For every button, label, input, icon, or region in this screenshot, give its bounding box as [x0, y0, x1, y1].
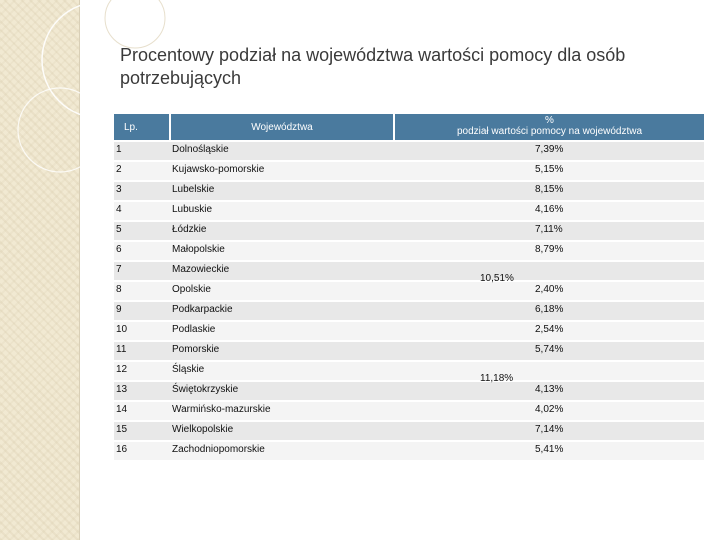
- row-lp: 2: [114, 161, 170, 181]
- row-percent-cell: [394, 381, 704, 401]
- row-percent: 8,79%: [535, 244, 564, 255]
- row-percent: 4,13%: [535, 384, 564, 395]
- voivodeship-table: [114, 114, 704, 462]
- row-percent-cell: [394, 221, 704, 241]
- row-voivodeship: Świętokrzyskie: [170, 381, 394, 401]
- table-row: [114, 141, 704, 161]
- row-percent: 5,41%: [535, 444, 564, 455]
- table-row: [114, 361, 704, 381]
- row-lp: 8: [114, 281, 170, 301]
- row-voivodeship: Łódzkie: [170, 221, 394, 241]
- row-voivodeship: Opolskie: [170, 281, 394, 301]
- row-percent: 8,15%: [535, 184, 564, 195]
- row-percent-cell: [394, 301, 704, 321]
- table-row: [114, 201, 704, 221]
- row-voivodeship: Lubuskie: [170, 201, 394, 221]
- row-voivodeship: Śląskie: [170, 361, 394, 381]
- row-lp: 9: [114, 301, 170, 321]
- row-percent: 4,16%: [535, 204, 564, 215]
- row-lp: 15: [114, 421, 170, 441]
- row-voivodeship: Zachodniopomorskie: [170, 441, 394, 461]
- row-voivodeship: Wielkopolskie: [170, 421, 394, 441]
- row-percent: 7,14%: [535, 424, 564, 435]
- table-row: [114, 261, 704, 281]
- row-percent-cell: [394, 341, 704, 361]
- row-percent-cell: [394, 161, 704, 181]
- row-lp: 5: [114, 221, 170, 241]
- header-wojewodztwa: Województwa: [170, 114, 394, 141]
- row-percent: 2,54%: [535, 324, 564, 335]
- table-row: [114, 301, 704, 321]
- table-row: [114, 421, 704, 441]
- table-row: [114, 401, 704, 421]
- row-lp: 4: [114, 201, 170, 221]
- row-percent: 5,74%: [535, 344, 564, 355]
- row-voivodeship: Warmińsko-mazurskie: [170, 401, 394, 421]
- table-row: [114, 341, 704, 361]
- table-row: [114, 281, 704, 301]
- header-lp: Lp.: [114, 114, 170, 141]
- row-percent-cell: [394, 261, 704, 284]
- row-percent-cell: [394, 281, 704, 301]
- row-lp: 12: [114, 361, 170, 381]
- row-lp: 14: [114, 401, 170, 421]
- table-row: [114, 181, 704, 201]
- table-row: [114, 321, 704, 341]
- row-lp: 16: [114, 441, 170, 461]
- row-percent-cell: [394, 241, 704, 261]
- row-voivodeship: Kujawsko-pomorskie: [170, 161, 394, 181]
- row-voivodeship: Małopolskie: [170, 241, 394, 261]
- table-row: [114, 161, 704, 181]
- row-percent: 6,18%: [535, 304, 564, 315]
- row-percent-cell: [394, 361, 704, 384]
- row-voivodeship: Lubelskie: [170, 181, 394, 201]
- row-lp: 13: [114, 381, 170, 401]
- row-lp: 3: [114, 181, 170, 201]
- row-voivodeship: Mazowieckie: [170, 261, 394, 281]
- row-voivodeship: Podlaskie: [170, 321, 394, 341]
- header-percent-label: podział wartości pomocy na województwa: [456, 126, 643, 137]
- row-lp: 11: [114, 341, 170, 361]
- row-voivodeship: Pomorskie: [170, 341, 394, 361]
- row-percent: 2,40%: [535, 284, 564, 295]
- row-percent: 5,15%: [535, 164, 564, 175]
- row-percent-cell: [394, 421, 704, 441]
- row-percent-cell: [394, 401, 704, 421]
- row-lp: 6: [114, 241, 170, 261]
- table-row: [114, 381, 704, 401]
- row-percent: 7,39%: [535, 144, 564, 155]
- table-header-row: [114, 114, 704, 141]
- row-percent: 10,51%: [480, 273, 514, 284]
- row-percent-cell: [394, 181, 704, 201]
- row-percent-cell: [394, 201, 704, 221]
- row-voivodeship: Dolnośląskie: [170, 141, 394, 161]
- header-percent: [394, 114, 704, 141]
- row-percent: 4,02%: [535, 404, 564, 415]
- table-row: [114, 441, 704, 461]
- row-percent-cell: [394, 141, 704, 161]
- row-voivodeship: Podkarpackie: [170, 301, 394, 321]
- row-lp: 1: [114, 141, 170, 161]
- row-lp: 7: [114, 261, 170, 281]
- row-percent-cell: [394, 321, 704, 341]
- row-percent: 11,18%: [480, 373, 514, 384]
- table-row: [114, 241, 704, 261]
- row-percent: 7,11%: [535, 224, 563, 235]
- header-percent-symbol: %: [545, 115, 554, 126]
- slide-title: Procentowy podział na województwa wartości pomocy dla osób potrzebujących: [120, 45, 626, 88]
- row-lp: 10: [114, 321, 170, 341]
- table-row: [114, 221, 704, 241]
- row-percent-cell: [394, 441, 704, 461]
